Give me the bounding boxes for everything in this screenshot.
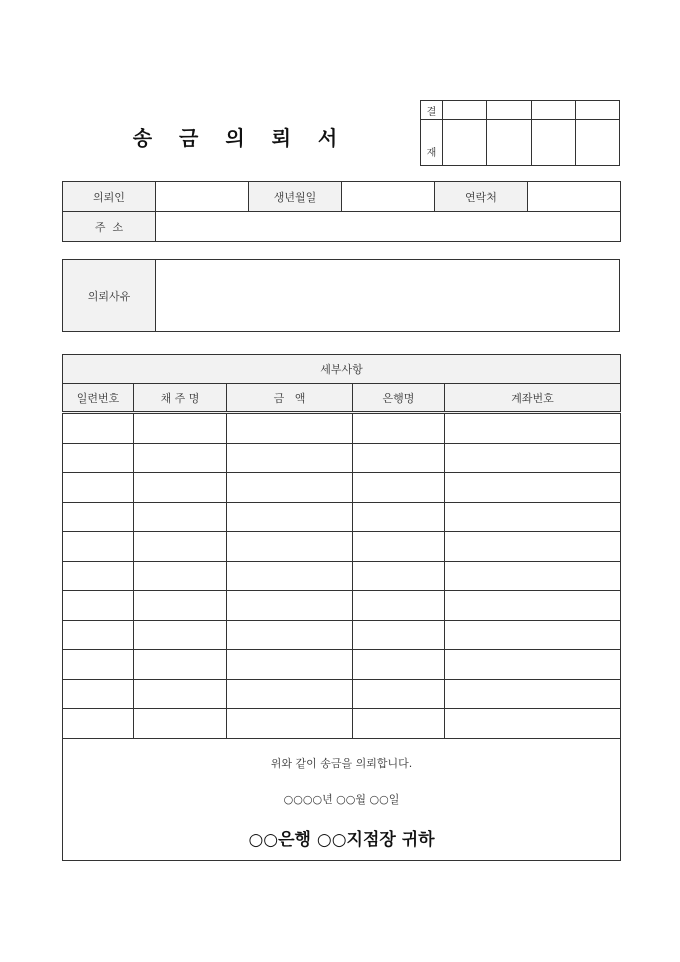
amount-cell[interactable]	[227, 413, 353, 444]
amount-cell[interactable]	[227, 591, 353, 621]
account-cell[interactable]	[445, 561, 621, 591]
approval-header-cell	[531, 101, 575, 120]
approval-header-cell	[575, 101, 619, 120]
account-cell[interactable]	[445, 532, 621, 562]
reason-field[interactable]	[156, 260, 620, 332]
payee-cell[interactable]	[134, 502, 227, 532]
page-title: 송 금 의 뢰 서	[132, 125, 348, 150]
amount-cell[interactable]	[227, 679, 353, 709]
amount-cell[interactable]	[227, 709, 353, 739]
serial-cell[interactable]	[63, 679, 134, 709]
column-header: 채 주 명	[134, 384, 227, 413]
table-row	[63, 532, 621, 562]
approval-sign-cell[interactable]	[487, 120, 531, 166]
payee-cell[interactable]	[134, 443, 227, 473]
serial-cell[interactable]	[63, 709, 134, 739]
payee-cell[interactable]	[134, 709, 227, 739]
table-row	[63, 413, 621, 444]
birth-label: 생년월일	[249, 182, 342, 212]
bank-cell[interactable]	[353, 650, 445, 680]
request-date: ○○○○년 ○○월 ○○일	[283, 792, 400, 806]
column-header: 금 액	[227, 384, 353, 413]
account-cell[interactable]	[445, 620, 621, 650]
serial-cell[interactable]	[63, 473, 134, 503]
payee-cell[interactable]	[134, 620, 227, 650]
approval-sign-cell[interactable]	[531, 120, 575, 166]
amount-cell[interactable]	[227, 620, 353, 650]
amount-cell[interactable]	[227, 443, 353, 473]
amount-cell[interactable]	[227, 502, 353, 532]
approval-label-bottom: 재	[421, 120, 443, 166]
approval-sign-cell[interactable]	[443, 120, 487, 166]
payee-cell[interactable]	[134, 532, 227, 562]
serial-cell[interactable]	[63, 620, 134, 650]
payee-cell[interactable]	[134, 561, 227, 591]
birth-field[interactable]	[342, 182, 435, 212]
amount-cell[interactable]	[227, 561, 353, 591]
table-row	[63, 502, 621, 532]
form-footer	[63, 738, 621, 860]
requester-field[interactable]	[156, 182, 249, 212]
contact-label: 연락처	[435, 182, 528, 212]
account-cell[interactable]	[445, 502, 621, 532]
serial-cell[interactable]	[63, 502, 134, 532]
account-cell[interactable]	[445, 650, 621, 680]
payee-cell[interactable]	[134, 473, 227, 503]
approval-header-cell	[443, 101, 487, 120]
column-header: 은행명	[353, 384, 445, 413]
bank-cell[interactable]	[353, 561, 445, 591]
account-cell[interactable]	[445, 443, 621, 473]
details-title: 세부사항	[63, 355, 621, 384]
table-row	[63, 591, 621, 621]
serial-cell[interactable]	[63, 413, 134, 444]
table-row	[63, 709, 621, 739]
approval-sign-cell[interactable]	[575, 120, 619, 166]
bank-cell[interactable]	[353, 443, 445, 473]
table-row	[63, 650, 621, 680]
serial-cell[interactable]	[63, 532, 134, 562]
serial-cell[interactable]	[63, 591, 134, 621]
payee-cell[interactable]	[134, 650, 227, 680]
column-header: 일련번호	[63, 384, 134, 413]
bank-cell[interactable]	[353, 413, 445, 444]
amount-cell[interactable]	[227, 473, 353, 503]
details-table	[62, 354, 621, 861]
contact-field[interactable]	[528, 182, 621, 212]
requester-info-table	[62, 181, 621, 242]
account-cell[interactable]	[445, 473, 621, 503]
bank-cell[interactable]	[353, 591, 445, 621]
address-field[interactable]	[156, 212, 621, 242]
account-cell[interactable]	[445, 679, 621, 709]
bank-cell[interactable]	[353, 502, 445, 532]
payee-cell[interactable]	[134, 679, 227, 709]
serial-cell[interactable]	[63, 443, 134, 473]
account-cell[interactable]	[445, 709, 621, 739]
approval-box	[420, 100, 620, 166]
table-row	[63, 443, 621, 473]
reason-label: 의뢰사유	[63, 260, 156, 332]
account-cell[interactable]	[445, 413, 621, 444]
amount-cell[interactable]	[227, 532, 353, 562]
bank-cell[interactable]	[353, 532, 445, 562]
table-row	[63, 620, 621, 650]
column-header: 계좌번호	[445, 384, 621, 413]
payee-cell[interactable]	[134, 413, 227, 444]
address-label: 주 소	[63, 212, 156, 242]
recipient: ○○은행 ○○지점장 귀하	[248, 829, 435, 850]
table-row	[63, 679, 621, 709]
serial-cell[interactable]	[63, 650, 134, 680]
payee-cell[interactable]	[134, 591, 227, 621]
bank-cell[interactable]	[353, 473, 445, 503]
serial-cell[interactable]	[63, 561, 134, 591]
bank-cell[interactable]	[353, 709, 445, 739]
approval-header-cell	[487, 101, 531, 120]
table-row	[63, 473, 621, 503]
reason-table	[62, 259, 620, 332]
approval-label-top: 결	[421, 101, 443, 120]
request-statement: 위와 같이 송금을 의뢰합니다.	[270, 756, 413, 770]
amount-cell[interactable]	[227, 650, 353, 680]
bank-cell[interactable]	[353, 620, 445, 650]
requester-label: 의뢰인	[63, 182, 156, 212]
table-row	[63, 561, 621, 591]
bank-cell[interactable]	[353, 679, 445, 709]
account-cell[interactable]	[445, 591, 621, 621]
